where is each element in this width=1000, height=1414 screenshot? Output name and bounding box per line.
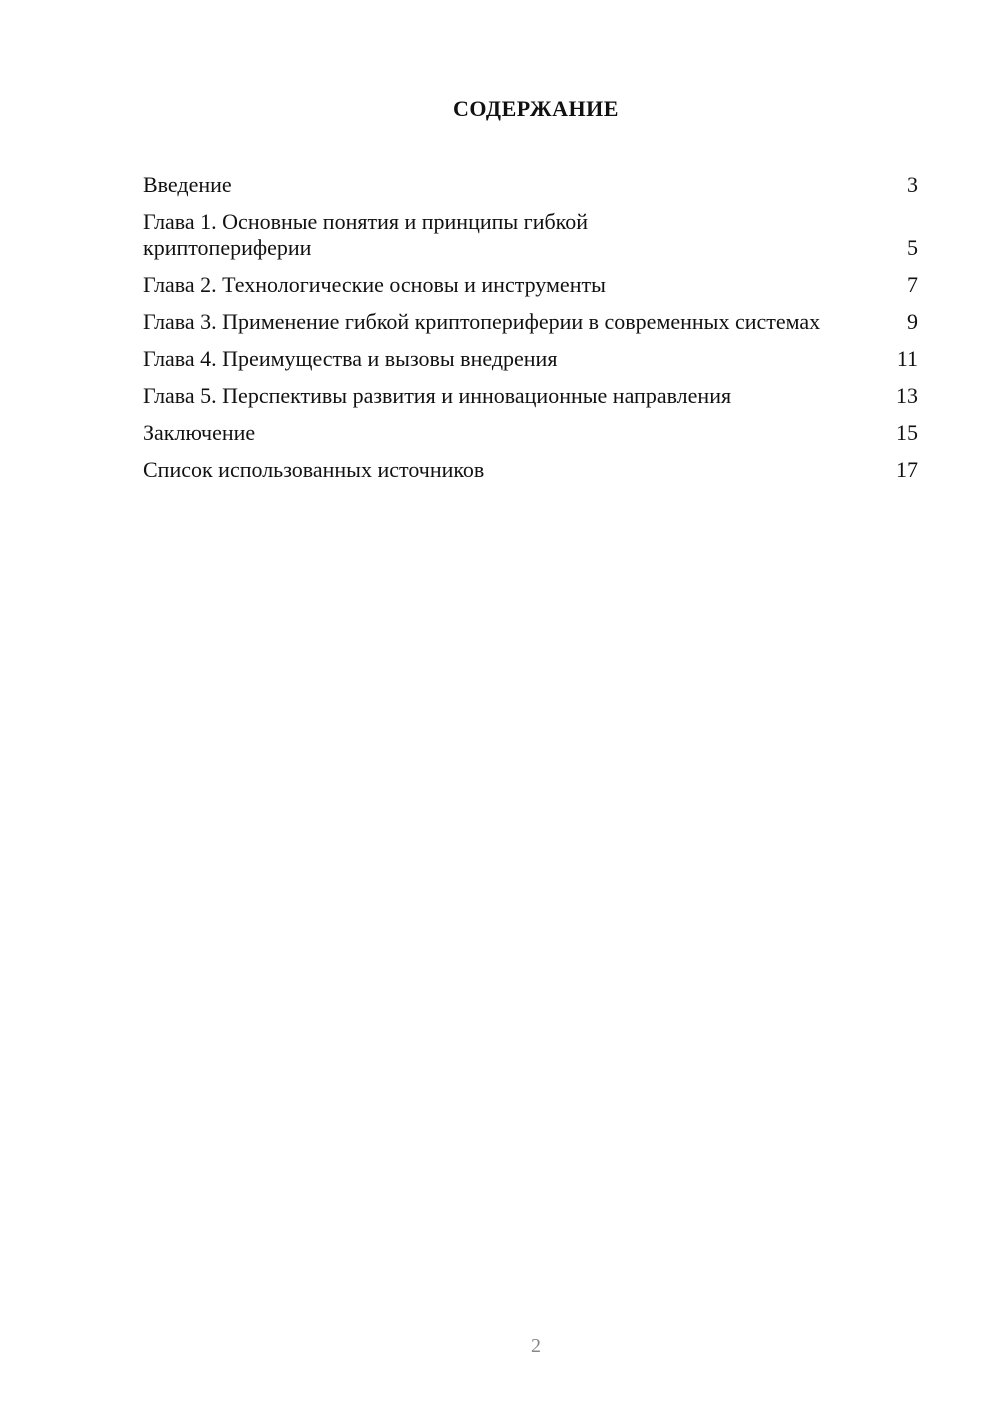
toc-entry-title: Глава 1. Основные понятия и принципы гибкой криптопериферии: [143, 209, 589, 260]
toc-entry-title: Глава 4. Преимущества и вызовы внедрения: [143, 346, 558, 371]
toc-entry-chapter-4: [143, 346, 918, 372]
toc-entry-title: Заключение: [143, 420, 256, 445]
toc-entry-page: 7: [907, 272, 918, 297]
toc-entry-page: 9: [907, 309, 918, 334]
toc-entry-title: Глава 5. Перспективы развития и инновационные направления: [143, 383, 732, 408]
table-of-contents: [143, 172, 918, 494]
toc-entry-title: Список использованных источников: [143, 457, 485, 482]
toc-entry-page: 13: [896, 383, 918, 408]
page-number: 2: [531, 1335, 541, 1357]
toc-entry-chapter-1: [143, 209, 918, 261]
toc-entry-chapter-5: [143, 383, 918, 409]
toc-entry-page: 5: [907, 235, 918, 260]
toc-entry-page: 11: [896, 346, 918, 371]
toc-entry-conclusion: [143, 420, 918, 446]
toc-entry-page: 3: [907, 172, 918, 197]
toc-entry-page: 17: [896, 457, 918, 482]
page-title: СОДЕРЖАНИЕ: [453, 96, 619, 121]
toc-entry-title: Глава 3. Применение гибкой криптопериферии в современных системах: [143, 309, 821, 334]
toc-entry-introduction: [143, 172, 918, 198]
toc-entry-chapter-2: [143, 272, 918, 298]
toc-entry-title: Глава 2. Технологические основы и инструменты: [143, 272, 606, 297]
toc-entry-page: 15: [896, 420, 918, 445]
toc-entry-title: Введение: [143, 172, 232, 197]
toc-entry-references: [143, 457, 918, 483]
toc-entry-chapter-3: [143, 309, 918, 335]
